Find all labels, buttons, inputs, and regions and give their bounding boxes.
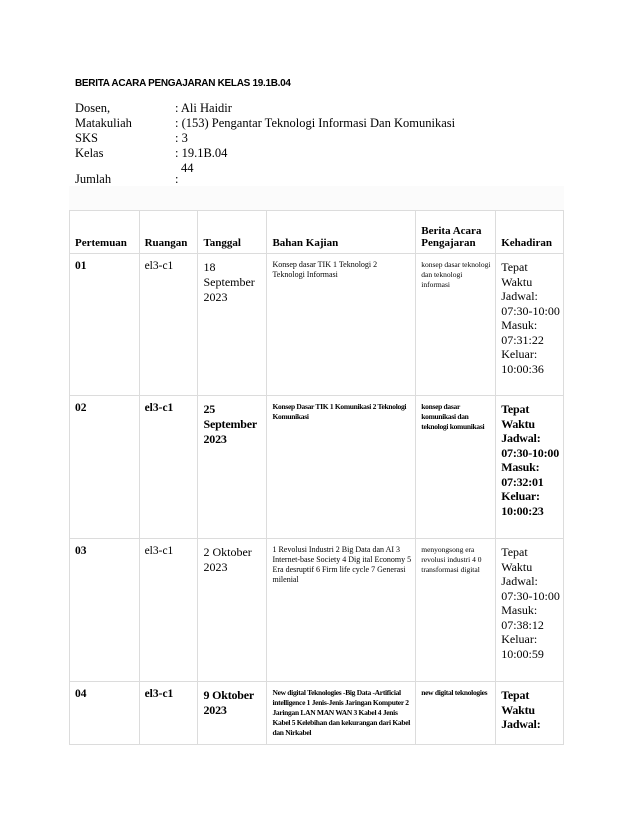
cell-ruangan: el3-c1	[144, 402, 174, 414]
cell-bahan-kajian: Konsep Dasar TIK 1 Komunikasi 2 Teknologi Komunikasi	[272, 402, 407, 421]
cell-ruangan: el3-c1	[144, 688, 174, 700]
header-tanggal: Tanggal	[198, 211, 267, 254]
table-row	[70, 254, 564, 396]
header-bahan-kajian: Bahan Kajian	[267, 211, 416, 254]
info-label: Kelas	[75, 146, 104, 160]
cell-bahan-kajian: 1 Revolusi Industri 2 Big Data dan AI 3 Internet-base Society 4 Dig ital Economy 5 Era desruptif 6 Firm life cycle 7 Generasi milenial	[272, 545, 412, 584]
info-label: Jumlah	[75, 172, 112, 186]
header-ruangan: Ruangan	[139, 211, 198, 254]
cell-berita-acara: menyongsong era revolusi industri 4 0 transformasi digital	[421, 545, 482, 574]
cell-ruangan: el3-c1	[144, 545, 174, 557]
info-colon: :	[175, 172, 179, 186]
table-row	[70, 682, 564, 745]
document-title: BERITA ACARA PENGAJARAN KELAS 19.1B.04	[75, 78, 291, 89]
cell-bahan-kajian: Konsep dasar TIK 1 Teknologi 2 Teknologi Informasi	[272, 260, 378, 279]
info-label: SKS	[75, 131, 98, 145]
info-label: Dosen,	[75, 101, 111, 115]
cell-ruangan: el3-c1	[144, 260, 174, 272]
cell-pertemuan: 01	[75, 260, 87, 272]
cell-kehadiran: Tepat Waktu Jadwal: 07:30-10:00 Masuk: 07:38:12 Keluar: 10:00:59	[501, 545, 560, 661]
cell-tanggal: 18 September 2023	[203, 260, 255, 304]
cell-kehadiran: Tepat Waktu Jadwal: 07:30-10:00 Masuk: 07:32:01 Keluar: 10:00:23	[501, 402, 560, 518]
cell-pertemuan: 04	[75, 688, 87, 700]
info-value: 44	[181, 161, 194, 175]
cell-bahan-kajian: New digital Teknologies -Big Data -Artificial intelligence 1 Jenis-Jenis Jaringan Komputer 2 Jaringan LAN MAN WAN 3 Kabel 4 Jenis Kabel 5 Kelebihan dan kekurangan dari Kabel dan Nirkabel	[272, 688, 411, 737]
cell-tanggal: 25 September 2023	[203, 402, 257, 446]
cell-kehadiran: Tepat Waktu Jadwal:	[501, 688, 541, 731]
cell-berita-acara: new digital teknologies	[421, 688, 488, 697]
cell-pertemuan: 03	[75, 545, 87, 557]
header-kehadiran: Kehadiran	[496, 211, 564, 254]
header-pertemuan: Pertemuan	[70, 211, 140, 254]
header-berita-acara: Berita Acara Pengajaran	[416, 211, 496, 254]
table-top-shade	[69, 186, 564, 210]
cell-berita-acara: konsep dasar teknologi dan teknologi informasi	[421, 260, 491, 289]
attendance-table	[69, 210, 564, 745]
table-row	[70, 396, 564, 539]
info-value: : (153) Pengantar Teknologi Informasi Dan Komunikasi	[175, 116, 456, 130]
info-label: Matakuliah	[75, 116, 132, 130]
info-value: : 3	[175, 131, 188, 145]
info-value: : 19.1B.04	[175, 146, 228, 160]
cell-tanggal: 2 Oktober 2023	[203, 545, 252, 574]
cell-tanggal: 9 Oktober 2023	[203, 688, 254, 717]
info-value: : Ali Haidir	[175, 101, 232, 115]
cell-berita-acara: konsep dasar komunikasi dan teknologi komunikasi	[421, 402, 485, 431]
cell-kehadiran: Tepat Waktu Jadwal: 07:30-10:00 Masuk: 07:31:22 Keluar: 10:00:36	[501, 260, 560, 376]
table-row	[70, 539, 564, 682]
cell-pertemuan: 02	[75, 402, 87, 414]
table-header-row	[70, 211, 564, 254]
